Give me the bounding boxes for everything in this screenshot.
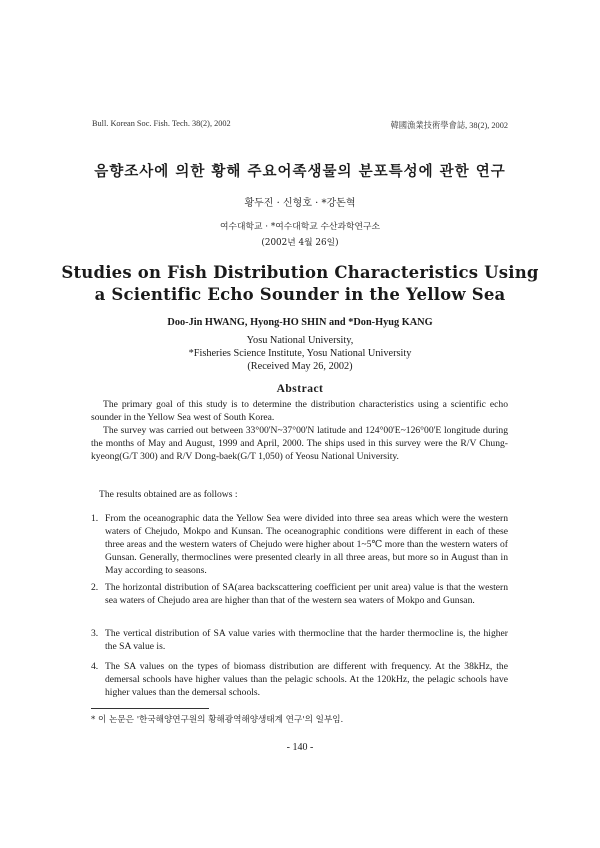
- english-title-line1: Studies on Fish Distribution Characteristics Using: [61, 263, 539, 282]
- received-date: (Received May 26, 2002): [247, 361, 353, 372]
- korean-affiliation: 여수대학교 · *여수대학교 수산과학연구소: [219, 222, 381, 232]
- list-item: 2. The horizontal distribution of SA(area backscattering coefficient per unit area) value is that the western sea waters of Chejudo area are higher than that of the western sea waters of Mokpo and Gunsan.: [91, 582, 508, 606]
- journal-header-left: Bull. Korean Soc. Fish. Tech. 38(2), 2002: [92, 119, 231, 128]
- footnote: * 이 논문은 '한국해양연구원의 황해광역해양생태계 연구'의 일부임.: [91, 715, 344, 725]
- korean-date: (2002년 4월 26일): [261, 238, 339, 248]
- affiliation-line1: Yosu National University,: [246, 335, 354, 346]
- english-affiliation: [0, 334, 600, 373]
- abstract-heading: Abstract: [276, 383, 324, 395]
- list-item: 4. The SA values on the types of biomass distribution are different with frequency. At the 38kHz, the demersal schools have higher values than the pelagic schools. At the 120kHz, the pelagic schools have higher values than the demersal schools.: [91, 661, 508, 698]
- abstract-paragraph-1: The primary goal of this study is to determine the distribution characteristics using a scientific echo sounder in the Yellow Sea west of South Korea.: [91, 399, 508, 423]
- page-number: - 140 -: [286, 742, 314, 753]
- journal-header-right: 韓國漁業技術學會誌, 38(2), 2002: [390, 121, 508, 130]
- list-item: 3. The vertical distribution of SA value varies with thermocline that the harder thermocline is, the higher the SA value is.: [91, 628, 508, 652]
- abstract-paragraph-3: The results obtained are as follows :: [99, 489, 238, 500]
- footnote-divider: [91, 708, 209, 709]
- korean-title: 음향조사에 의한 황해 주요어족생물의 분포특성에 관한 연구: [94, 163, 506, 180]
- english-title-line2: a Scientific Echo Sounder in the Yellow Sea: [94, 285, 506, 304]
- english-title: [0, 262, 600, 306]
- affiliation-line2: *Fisheries Science Institute, Yosu National University: [188, 348, 412, 359]
- list-item: 1. From the oceanographic data the Yellow Sea were divided into three sea areas which were the western waters of Chejudo, Mokpo and Kunsan. The oceanographic conditions were different in each of these three areas and the western waters of Chejudo were higher about 1~5℃ more than the western waters of Gunsan. Generally, thermoclines were presented clearly in all three areas, but more so in August than in May according to seasons.: [91, 513, 508, 576]
- english-authors: Doo-Jin HWANG, Hyong-HO SHIN and *Don-Hyug KANG: [167, 317, 433, 328]
- abstract-paragraph-2: The survey was carried out between 33°00'N~37°00'N latitude and 124°00'E~126°00'E longitude during the months of May and August, 1999 and April, 2000. The ships used in this survey were the R/V Chung-kyeong(G/T 300) and R/V Dong-baek(G/T 1,050) of Yeosu National University.: [91, 425, 508, 462]
- korean-authors: 황두진 · 신형호 · *강돈혁: [244, 198, 356, 209]
